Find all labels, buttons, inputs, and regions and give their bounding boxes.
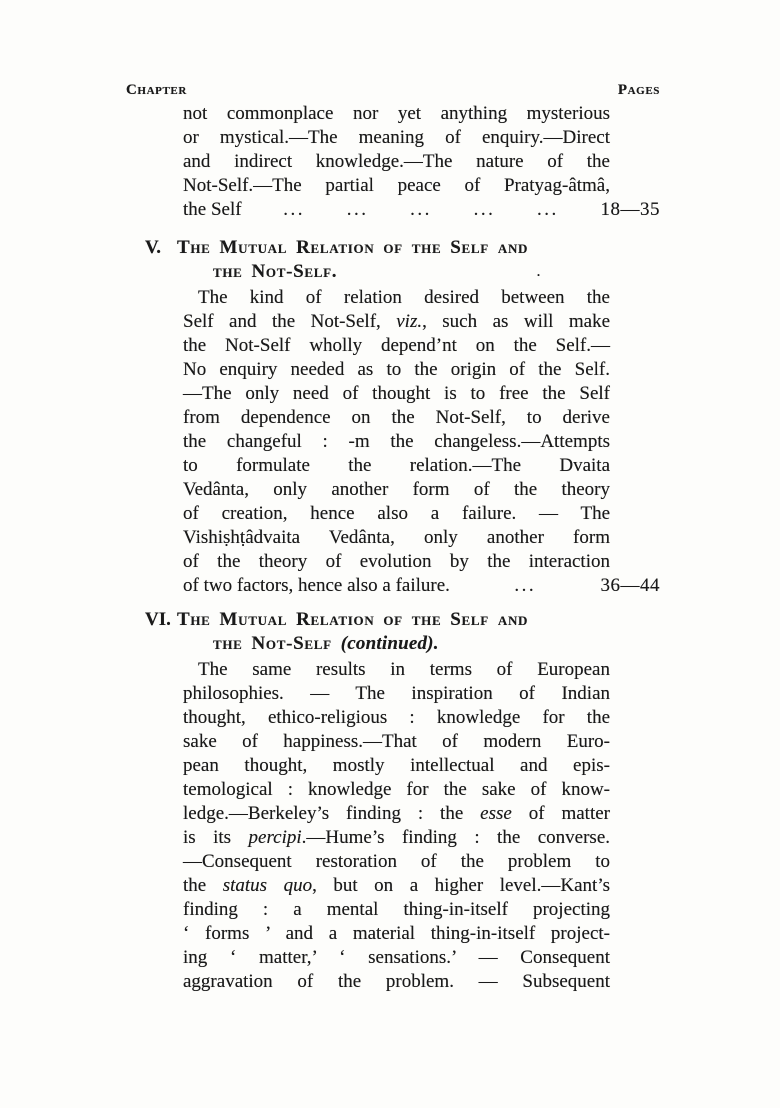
header-chapter-label: Chapter [126,82,187,98]
text-line [183,850,610,874]
text-run: The kind of relation desired between the [198,287,610,308]
text-line [183,778,610,802]
page-range: 36—44 [600,575,660,596]
text-line [183,706,610,730]
dot-leader: ... [473,199,496,220]
dot-leader: ... [346,199,369,220]
text-line [183,946,610,970]
toc-entry-chapter-vi [145,608,660,994]
text-run: ‘ forms ’ and a material thing-in-itself project- [183,923,610,944]
italic-text-run: percipi [248,827,302,848]
text-line [183,286,610,310]
chapter-heading [145,236,654,284]
text-run: , but on a higher level.—Kant’s [312,875,610,896]
text-line [183,874,610,898]
chapter-number: VI. [145,609,171,630]
text-run: pean thought, mostly intellectual and epis- [183,755,610,776]
chapter-title-line [177,608,654,632]
text-line [183,102,610,126]
text-run: sake of happiness.—That of modern Euro- [183,731,610,752]
dot-leader: ... [537,199,559,220]
text-run: Vishiṣhṭâdvaita Vedânta, only another form [183,527,610,548]
text-line [183,682,610,706]
text-run: philosophies. — The inspiration of Indian [183,683,610,704]
text-line [183,334,610,358]
text-run: of creation, hence also a failure. — The [183,503,610,524]
text-line [183,478,610,502]
dot-leader: ... [410,199,432,220]
text-line [183,898,610,922]
text-run: , such as will make [422,311,610,332]
leader-line [183,574,660,598]
text-line [183,826,610,850]
page-header [126,83,660,97]
italic-text-run: viz. [396,311,423,332]
dot-leader: ... [283,199,306,220]
text-run: of matter [511,803,611,824]
leader-line [183,198,660,222]
text-line [183,174,610,198]
text-run: .—Hume’s finding : the converse. [301,827,610,848]
italic-text-run: esse [480,803,512,824]
italic-text-run: status quo [222,875,313,896]
text-run: ledge.—Berkeley’s finding : the [183,803,481,824]
toc-entry-chapter-v [145,236,660,598]
text-run: temological : knowledge for the sake of know- [183,779,610,800]
text-run: thought, ethico-religious : knowledge for the [183,707,610,728]
print-speck: . [537,265,541,279]
text-line [183,922,610,946]
text-run: is its [183,827,249,848]
text-run: Not-Self.—The partial peace of Pratyag-âtmâ, [183,175,610,196]
text-line [183,970,610,994]
chapter-title-line [177,632,654,656]
chapter-number: V. [145,237,162,258]
entry-paragraph [183,658,610,994]
text-line [183,150,610,174]
text-run: the Not-Self [213,633,341,654]
leader-text: of two factors, hence also a failure. [183,575,450,596]
text-run: —The only need of thought is to free the Self [183,383,610,404]
text-run: and indirect knowledge.—The nature of the [183,151,610,172]
text-run: to formulate the relation.—The Dvaita [183,455,610,476]
text-run: Self and the Not-Self, [183,311,397,332]
dot-leader: ... [514,575,537,596]
text-line [183,550,610,574]
chapter-heading [145,608,654,656]
entry-paragraph [183,286,610,574]
chapter-title-line [177,260,654,284]
toc-entry-chapter-iv-continuation [183,100,660,222]
text-run: The Mutual Relation of the Self and [177,237,529,258]
text-run: finding : a mental thing-in-itself projecting [183,899,610,920]
text-run: the [183,875,223,896]
text-line [183,406,610,430]
text-run: the changeful : -m the changeless.—Attempts [183,431,610,452]
header-pages-label: Pages [617,82,660,98]
text-run: or mystical.—The meaning of enquiry.—Direct [183,127,610,148]
text-run: —Consequent restoration of the problem to [183,851,610,872]
text-line [183,454,610,478]
text-run: ing ‘ matter,’ ‘ sensations.’ — Consequent [183,947,610,968]
text-line [183,526,610,550]
text-line [183,310,610,334]
entry-paragraph [183,102,610,198]
italic-text-run: (continued). [340,633,439,654]
text-run: the Not-Self. [213,261,338,282]
text-run: No enquiry needed as to the origin of the Self. [183,359,610,380]
text-line [183,502,610,526]
text-run: not commonplace nor yet anything mysterious [183,103,610,124]
text-run: the Not-Self wholly depend’nt on the Self.— [183,335,610,356]
text-run: from dependence on the Not-Self, to derive [183,407,610,428]
leader-text: the Self [183,199,242,220]
text-line [183,382,610,406]
text-line [183,658,610,682]
text-run: The same results in terms of European [198,659,610,680]
text-line [183,754,610,778]
text-line [183,358,610,382]
text-line [183,430,610,454]
text-run: of the theory of evolution by the interaction [183,551,610,572]
chapter-title-line [177,236,654,260]
page-range: 18—35 [600,199,660,220]
text-run: Vedânta, only another form of the theory [183,479,610,500]
text-line [183,802,610,826]
text-line [183,126,610,150]
text-run: The Mutual Relation of the Self and [177,609,529,630]
text-line [183,730,610,754]
text-run: aggravation of the problem. — Subsequent [183,971,610,992]
